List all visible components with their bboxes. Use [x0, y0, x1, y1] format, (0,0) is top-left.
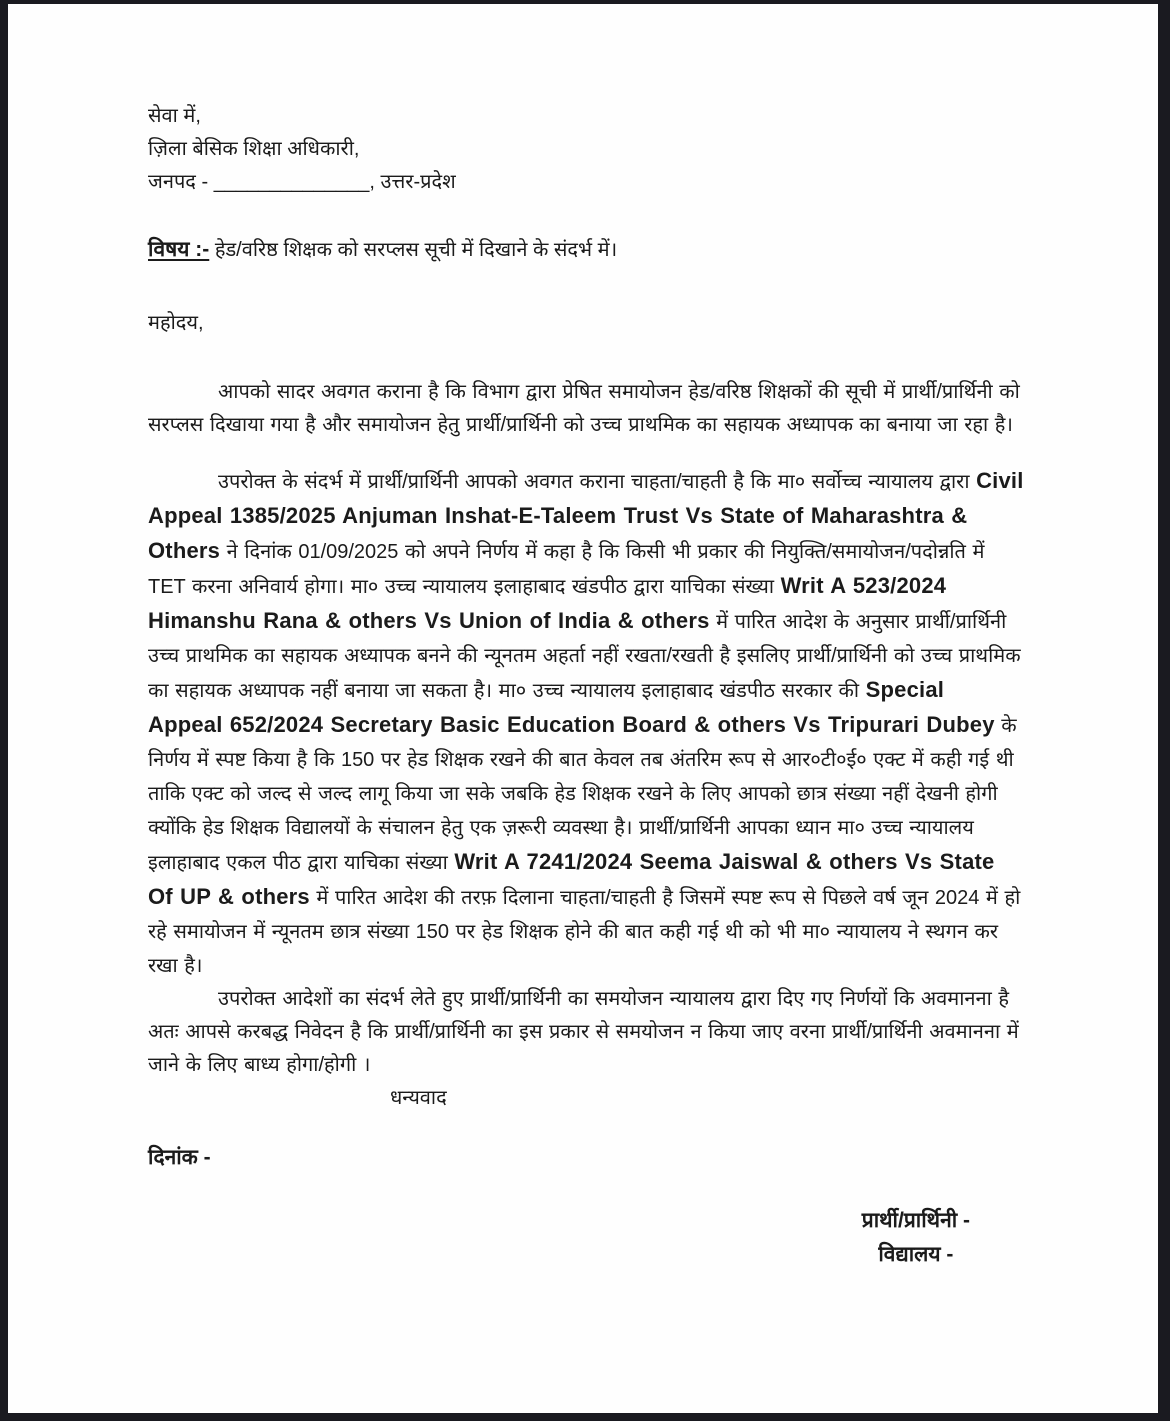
address-block: [148, 100, 1024, 199]
text-run: ने दिनांक 01/09/2025 को अपने निर्णय में कहा है कि किसी भी प्रकार की नियुक्ति/समायोजन/पदोन्नति में TET करना अनिवार्य होगा। मा० उच्च न्यायालय इलाहाबाद खंडपीठ द्वारा याचिका संख्या: [148, 541, 985, 598]
case-citation: Writ A 523/2024 Himanshu Rana & others Vs Union of India & others: [148, 573, 947, 633]
thanks-line: धन्यवाद: [390, 1087, 447, 1109]
text-run: उपरोक्त के संदर्भ में प्रार्थी/प्रार्थिनी आपको अवगत कराना चाहता/चाहती है कि मा० सर्वोच्च न्यायालय द्वारा: [218, 471, 977, 493]
text-run: उपरोक्त आदेशों का संदर्भ लेते हुए प्रार्थी/प्रार्थिनी का समयोजन न्यायालय द्वारा दिए गए निर्णयों कि अवमानना है अतः आपसे करबद्ध निवेदन है कि प्रार्थी/प्रार्थिनी का इस प्रकार से समयोजन न किया जाए वरना प्रार्थी/प्रार्थिनी अवमानना में जाने के लिए बाध्य होगा/होगी ।: [148, 988, 1019, 1076]
subject-text: हेड/वरिष्ठ शिक्षक को सरप्लस सूची में दिखाने के संदर्भ में।: [209, 239, 618, 261]
signature-block: [148, 1204, 1024, 1272]
case-citation: Special Appeal 652/2024 Secretary Basic Education Board & others Vs Tripurari Dubey: [148, 677, 995, 737]
subject-label: विषय :-: [148, 238, 210, 261]
text-run: आपको सादर अवगत कराना है कि विभाग द्वारा प्रेषित समायोजन हेड/वरिष्ठ शिक्षकों की सूची में प्रार्थी/प्रार्थिनी को सरप्लस दिखाया गया है और समायोजन हेतु प्रार्थी/प्रार्थिनी को उच्च प्राथमिक का सहायक अध्यापक का बनाया जा रहा है।: [148, 381, 1020, 436]
address-line-salutation: सेवा में,: [148, 105, 201, 127]
signature-inner: [862, 1204, 970, 1272]
address-line-officer: ज़िला बेसिक शिक्षा अधिकारी,: [148, 138, 360, 160]
letter-body: [148, 376, 1024, 1082]
signature-applicant: प्रार्थी/प्रार्थिनी -: [861, 1209, 970, 1232]
address-line-district: जनपद - ______________, उत्तर-प्रदेश: [148, 171, 456, 193]
body-paragraph: [148, 376, 1024, 442]
case-citation: Writ A 7241/2024 Seema Jaiswal & others Vs State Of UP & others: [148, 849, 995, 909]
subject-line: [148, 233, 1024, 267]
text-run: के निर्णय में स्पष्ट किया है कि 150 पर हेड शिक्षक रखने की बात केवल तब अंतरिम रूप से आर०टी०ई० एक्ट में कही गई थी ताकि एक्ट को जल्द से जल्द लागू किया जा सके जबकि हेड शिक्षक रखने के लिए आपको छात्र संख्या नहीं देखनी होगी क्योंकि हेड शिक्षक विद्यालयों के संचालन हेतु एक ज़रूरी व्यवस्था है। प्रार्थी/प्रार्थिनी आपका ध्यान मा० उच्च न्यायालय इलाहाबाद एकल पीठ द्वारा याचिका संख्या: [148, 715, 1017, 874]
case-citation: Civil Appeal 1385/2025 Anjuman Inshat-E-Taleem Trust Vs State of Maharashtra & Others: [148, 468, 1024, 563]
body-paragraph: [148, 983, 1024, 1082]
salutation: महोदय,: [148, 312, 204, 334]
body-paragraph: [148, 464, 1024, 983]
text-run: में पारित आदेश के अनुसार प्रार्थी/प्रार्थिनी उच्च प्राथमिक का सहायक अध्यापक बनने की न्यूनतम अहर्ता नहीं रखता/रखती है इसलिए प्रार्थी/प्रार्थिनी को उच्च प्राथमिक का सहायक अध्यापक नहीं बनाया जा सकता है। मा० उच्च न्यायालय इलाहाबाद खंडपीठ सरकार की: [148, 611, 1021, 702]
signature-school: विद्यालय -: [878, 1243, 954, 1266]
letter-page: [8, 4, 1158, 1413]
date-label: दिनांक -: [148, 1146, 211, 1169]
text-run: में पारित आदेश की तरफ़ दिलाना चाहता/चाहती है जिसमें स्पष्ट रूप से पिछले वर्ष जून 2024 में हो रहे समायोजन में न्यूनतम छात्र संख्या 150 पर हेड शिक्षक होने की बात कही गई थी को भी मा० न्यायालय ने स्थगन कर रखा है।: [148, 887, 1021, 977]
